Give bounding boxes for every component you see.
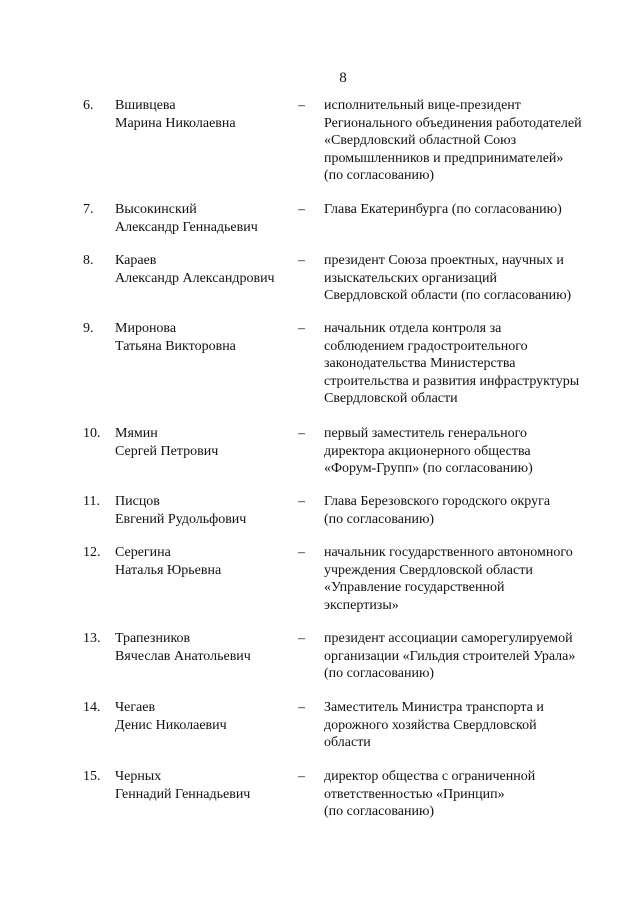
position-line: «Управление государственной [324,580,505,595]
position-line: исполнительный вице-президент [324,98,521,113]
position-line: Глава Екатеринбурга (по согласованию) [324,202,562,217]
position-line: Глава Березовского городского округа [324,494,551,509]
position-line: строительства и развития инфраструктуры [324,373,580,389]
member-surname: Мямин [115,426,158,441]
member-position [324,630,609,683]
member-given-names: Александр Александрович [115,270,275,286]
member-position [324,252,609,305]
member-position [324,97,609,185]
entry-number: 14. [83,700,101,715]
member-surname: Серегина [115,545,171,560]
position-line: организации «Гильдия строителей Урала» [324,648,576,664]
member-position [324,699,609,752]
member-given-names: Наталья Юрьевна [115,562,222,578]
entry-dash: – [298,494,305,509]
entry-dash: – [298,426,305,441]
member-given-names: Геннадий Геннадьевич [115,786,251,802]
position-line: (по согласованию) [324,168,435,183]
entry-number: 7. [83,202,94,217]
member-position [324,320,609,408]
member-name [115,320,290,355]
position-line: «Форум-Групп» (по согласованию) [324,461,533,476]
entry-dash: – [298,321,305,336]
position-line: «Свердловский областной Союз [324,133,517,148]
position-line: экспертизы» [324,597,399,613]
position-line: директора акционерного общества [324,443,531,459]
position-line: Регионального объединения работодателей [324,115,582,131]
member-surname: Караев [115,253,157,268]
position-line: начальник государственного автономного [324,545,573,560]
position-line: первый заместитель генерального [324,426,527,441]
position-line: изыскательских организаций [324,270,497,286]
member-surname: Чегаев [115,700,156,715]
page-number: 8 [339,70,347,86]
position-line: дорожного хозяйства Свердловской [324,717,537,733]
member-name [115,493,290,528]
position-line: ответственностью «Принцип» [324,786,505,802]
member-position [324,768,609,821]
entry-dash: – [298,700,305,715]
entry-dash: – [298,631,305,646]
position-line: промышленников и предпринимателей» [324,150,564,166]
position-line: начальник отдела контроля за [324,321,502,336]
entry-number: 6. [83,98,94,113]
position-line: Свердловской области (по согласованию) [324,288,572,303]
entry-number: 13. [83,631,101,646]
member-given-names: Александр Геннадьевич [115,219,258,235]
position-line: области [324,735,371,750]
entry-dash: – [298,202,305,217]
member-name [115,201,290,236]
entry-dash: – [298,253,305,268]
member-name [115,630,290,665]
member-given-names: Вячеслав Анатольевич [115,648,251,664]
member-given-names: Марина Николаевна [115,115,236,131]
entry-number: 9. [83,321,94,336]
entry-dash: – [298,545,305,560]
position-line: соблюдением градостроительного [324,338,528,354]
member-name [115,768,290,803]
position-line: учреждения Свердловской области [324,562,533,578]
position-line: (по согласованию) [324,804,435,819]
member-surname: Высокинский [115,202,197,217]
position-line: (по согласованию) [324,511,435,527]
entry-dash: – [298,769,305,784]
member-name [115,544,290,579]
member-name [115,425,290,460]
member-position [324,493,609,528]
member-name [115,699,290,734]
entry-number: 11. [83,494,100,509]
entry-number: 10. [83,426,101,441]
member-given-names: Денис Николаевич [115,717,227,733]
position-line: президент Союза проектных, научных и [324,253,564,268]
member-position [324,544,609,614]
position-line: законодательства Министерства [324,356,516,371]
member-surname: Черных [115,769,162,784]
position-line: директор общества с ограниченной [324,769,536,784]
member-name [115,97,290,132]
member-name [115,252,290,287]
entry-number: 8. [83,253,94,268]
entry-dash: – [298,98,305,113]
member-given-names: Татьяна Викторовна [115,338,236,354]
member-position [324,425,609,478]
member-surname: Писцов [115,494,160,509]
position-line: президент ассоциации саморегулируемой [324,631,573,646]
member-given-names: Сергей Петрович [115,443,219,459]
entry-number: 12. [83,545,101,560]
member-position [324,201,609,219]
member-surname: Миронова [115,321,177,336]
position-line: (по согласованию) [324,666,435,681]
member-surname: Трапезников [115,631,191,646]
member-given-names: Евгений Рудольфович [115,511,247,527]
position-line: Заместитель Министра транспорта и [324,700,544,715]
position-line: Свердловской области [324,391,458,406]
entry-number: 15. [83,769,101,784]
member-surname: Вшивцева [115,98,176,113]
